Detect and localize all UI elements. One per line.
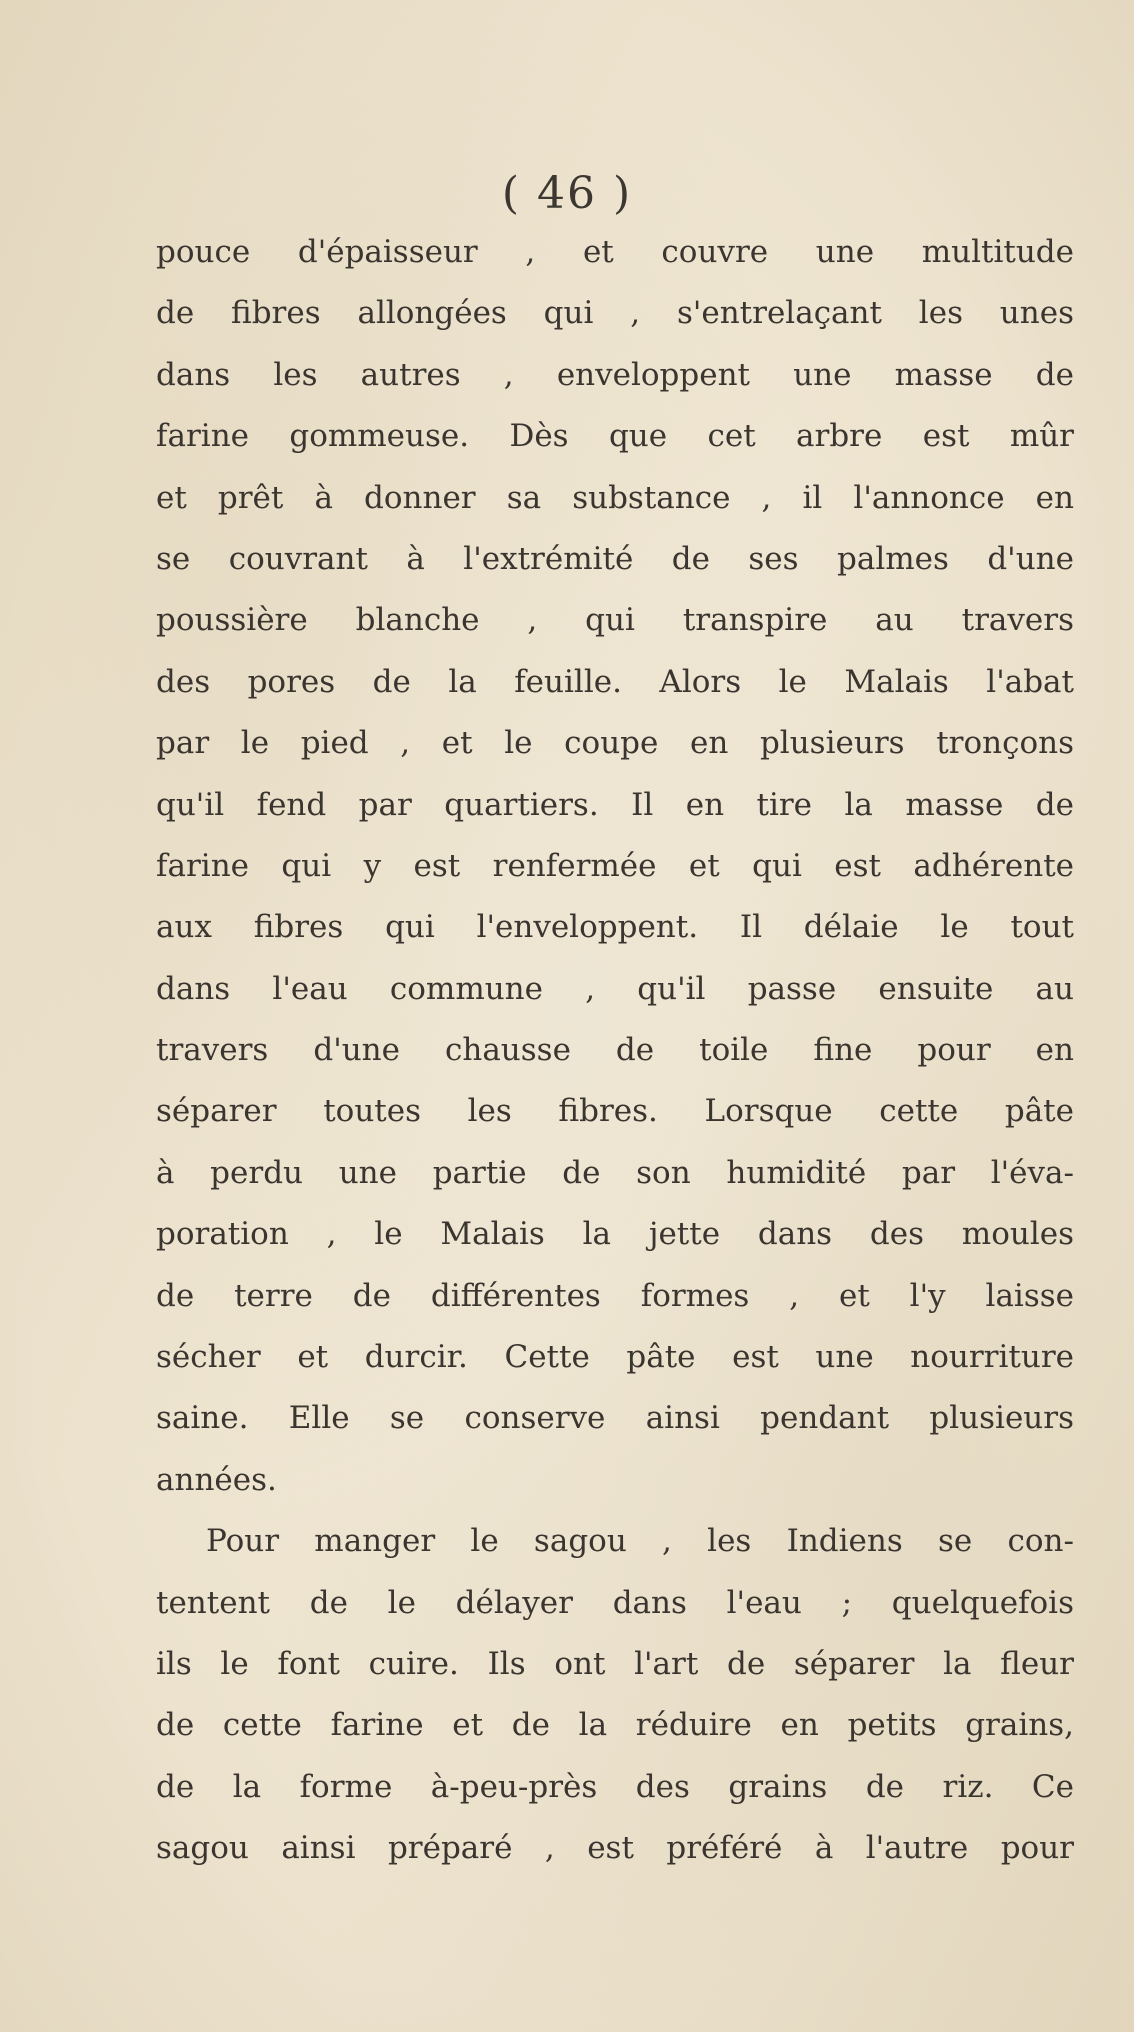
text-line: farine gommeuse. Dès que cet arbre est mûr — [156, 418, 1074, 455]
text-line: de la forme à-peu-près des grains de riz. Ce — [156, 1768, 1074, 1805]
text-line: dans l'eau commune , qu'il passe ensuite au — [156, 970, 1074, 1007]
text-line: tentent de le délayer dans l'eau ; quelquefois — [156, 1584, 1074, 1621]
text-line: de terre de différentes formes , et l'y laisse — [156, 1277, 1074, 1314]
text-line-paragraph-start: Pour manger le sagou , les Indiens se con- — [206, 1523, 1074, 1560]
text-line: sécher et durcir. Cette pâte est une nourriture — [156, 1339, 1074, 1376]
text-line: ils le font cuire. Ils ont l'art de séparer la fleur — [156, 1645, 1074, 1682]
page-number: ( 46 ) — [501, 168, 633, 219]
body-text — [156, 222, 1074, 1880]
text-line: de cette farine et de la réduire en petits grains, — [156, 1707, 1074, 1744]
text-line: poration , le Malais la jette dans des moules — [156, 1216, 1074, 1253]
text-line: à perdu une partie de son humidité par l'éva- — [156, 1154, 1074, 1191]
text-line: pouce d'épaisseur , et couvre une multitude — [156, 234, 1074, 270]
text-line: par le pied , et le coupe en plusieurs tronçons — [156, 725, 1074, 762]
text-line: qu'il fend par quartiers. Il en tire la masse de — [156, 786, 1074, 823]
text-line: de fibres allongées qui , s'entrelaçant les unes — [156, 295, 1074, 332]
text-line: saine. Elle se conserve ainsi pendant plusieurs — [156, 1400, 1074, 1437]
text-line: poussière blanche , qui transpire au travers — [156, 602, 1074, 639]
text-line: et prêt à donner sa substance , il l'annonce en — [156, 479, 1074, 516]
text-line: travers d'une chausse de toile fine pour en — [156, 1032, 1074, 1069]
text-line-paragraph-end: années. — [156, 1461, 277, 1498]
text-line: se couvrant à l'extrémité de ses palmes d'une — [156, 540, 1074, 577]
text-line: sagou ainsi préparé , est préféré à l'autre pour — [156, 1830, 1074, 1867]
text-line: des pores de la feuille. Alors le Malais l'abat — [156, 663, 1074, 700]
text-line: aux fibres qui l'enveloppent. Il délaie le tout — [156, 909, 1074, 946]
text-line: dans les autres , enveloppent une masse de — [156, 356, 1074, 393]
text-line: séparer toutes les fibres. Lorsque cette pâte — [156, 1093, 1074, 1130]
text-line: farine qui y est renfermée et qui est adhérente — [156, 847, 1074, 884]
